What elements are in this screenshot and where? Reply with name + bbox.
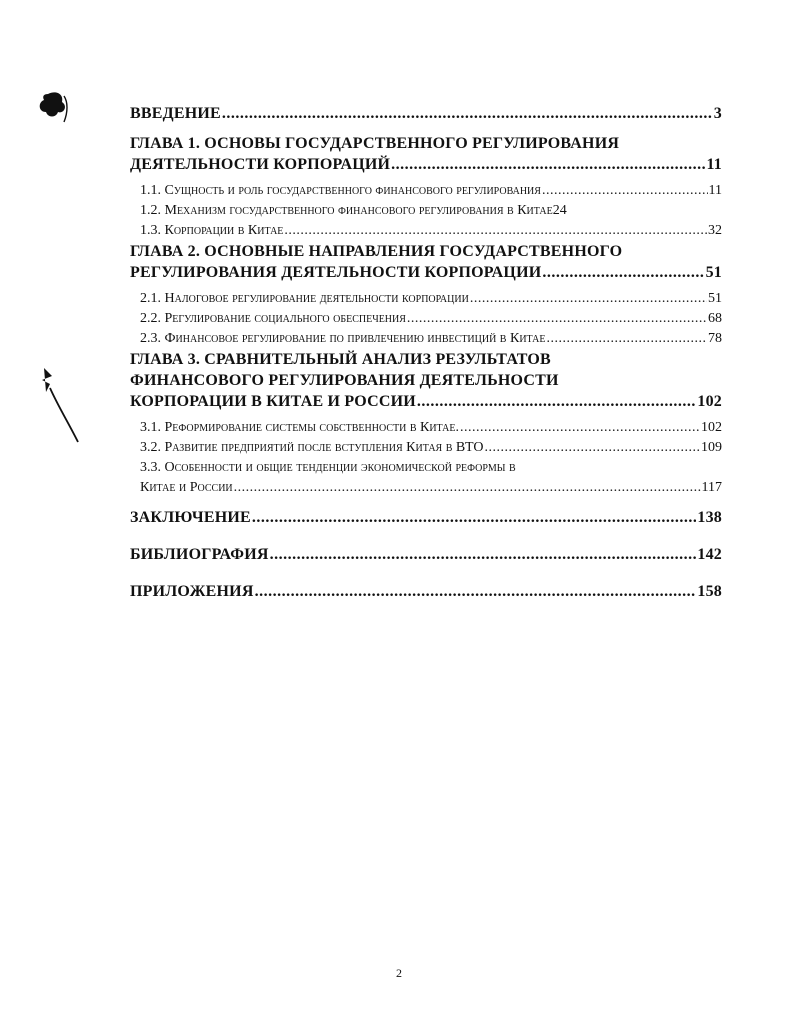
toc-entry-page: 142 [697,546,722,563]
toc-entry-page: 158 [697,583,722,600]
dot-leader [252,507,696,528]
toc-chapter-2 [130,241,722,349]
toc-entry-conclusion [130,507,722,528]
toc-chapter-3 [130,349,722,498]
dot-leader [470,289,707,309]
toc-section [130,438,722,458]
chapter-title-last-line [130,391,722,412]
toc-entry-page: 51 [705,264,722,281]
dot-leader [417,391,696,412]
chapter-title-text: РЕГУЛИРОВАНИЯ ДЕЯТЕЛЬНОСТИ КОРПОРАЦИИ [130,264,542,281]
toc-section [130,221,722,241]
toc-entry-page: 11 [706,156,722,173]
toc-section [130,329,722,349]
section-page: 51 [708,291,722,306]
chapter-title-last-line [130,154,722,175]
chapter-title-last-line [130,262,722,283]
section-title: 1.1. Сущность и роль государственного финансового регулирования [140,183,541,198]
toc-entry-page: 138 [697,509,722,526]
chapter-title-line: ФИНАНСОВОГО РЕГУЛИРОВАНИЯ ДЕЯТЕЛЬНОСТИ [130,372,559,389]
dot-leader [542,181,708,201]
toc-section [130,309,722,329]
section-title: 1.3. Корпорации в Китае [140,223,284,238]
toc-section [130,289,722,309]
dot-leader [222,103,713,124]
section-page: 32 [708,223,722,238]
toc-entry-appendices [130,581,722,602]
section-title-line: 3.3. Особенности и общие тенденции экономической реформы в [140,460,516,475]
section-page: 68 [708,311,722,326]
dot-leader [270,544,697,565]
toc-entry-introduction [130,103,722,124]
dot-leader [284,221,707,241]
page-number: 2 [396,966,402,980]
toc-chapter-1 [130,133,722,241]
toc-entry-page: 3 [713,105,722,122]
toc-section [130,478,722,498]
toc-section [130,181,722,201]
dot-leader [460,418,700,438]
ink-stroke-mark [34,362,84,446]
dot-leader [546,329,707,349]
section-title: 2.1. Налоговое регулирование деятельности корпорации [140,291,469,306]
toc-entry-title: ВВЕДЕНИЕ [130,105,221,122]
dot-leader [485,438,700,458]
section-title: 2.3. Финансовое регулирование по привлечению инвестиций в Китае [140,331,546,346]
toc-entry-title: БИБЛИОГРАФИЯ [130,546,269,563]
section-page: 78 [708,331,722,346]
section-title: 2.2. Регулирование социального обеспечения [140,311,406,326]
toc-entry-page: 102 [697,393,722,410]
toc-section [130,201,722,221]
section-page: 24 [552,203,567,218]
toc-entry-title: ПРИЛОЖЕНИЯ [130,583,254,600]
section-page: 11 [708,183,722,198]
dot-leader [391,154,705,175]
section-title: 1.2. Механизм государственного финансового регулирования в Китае [140,203,553,218]
section-title: Китае и России [140,480,233,495]
dot-leader [407,309,707,329]
dot-leader [542,262,704,283]
ink-blot-mark [34,88,74,130]
section-page: 102 [701,420,722,435]
toc-section [130,418,722,438]
toc-entry-title: ЗАКЛЮЧЕНИЕ [130,509,251,526]
section-title: 3.1. Реформирование системы собственности в Китае. [140,420,460,435]
chapter-title-line: ГЛАВА 2. ОСНОВНЫЕ НАПРАВЛЕНИЯ ГОСУДАРСТВЕННОГО [130,243,623,260]
toc-entry-bibliography [130,544,722,565]
chapter-title-line: ГЛАВА 1. ОСНОВЫ ГОСУДАРСТВЕННОГО РЕГУЛИРОВАНИЯ [130,135,620,152]
dot-leader [255,581,697,602]
dot-leader [234,478,701,498]
section-title: 3.2. Развитие предприятий после вступления Китая в ВТО [140,440,484,455]
chapter-title-text: ДЕЯТЕЛЬНОСТИ КОРПОРАЦИЙ [130,156,391,173]
section-page: 109 [701,440,722,455]
section-page: 117 [701,480,722,495]
chapter-title-text: КОРПОРАЦИИ В КИТАЕ И РОССИИ [130,393,416,410]
table-of-contents [130,103,722,602]
chapter-title-line: ГЛАВА 3. СРАВНИТЕЛЬНЫЙ АНАЛИЗ РЕЗУЛЬТАТОВ [130,351,551,368]
